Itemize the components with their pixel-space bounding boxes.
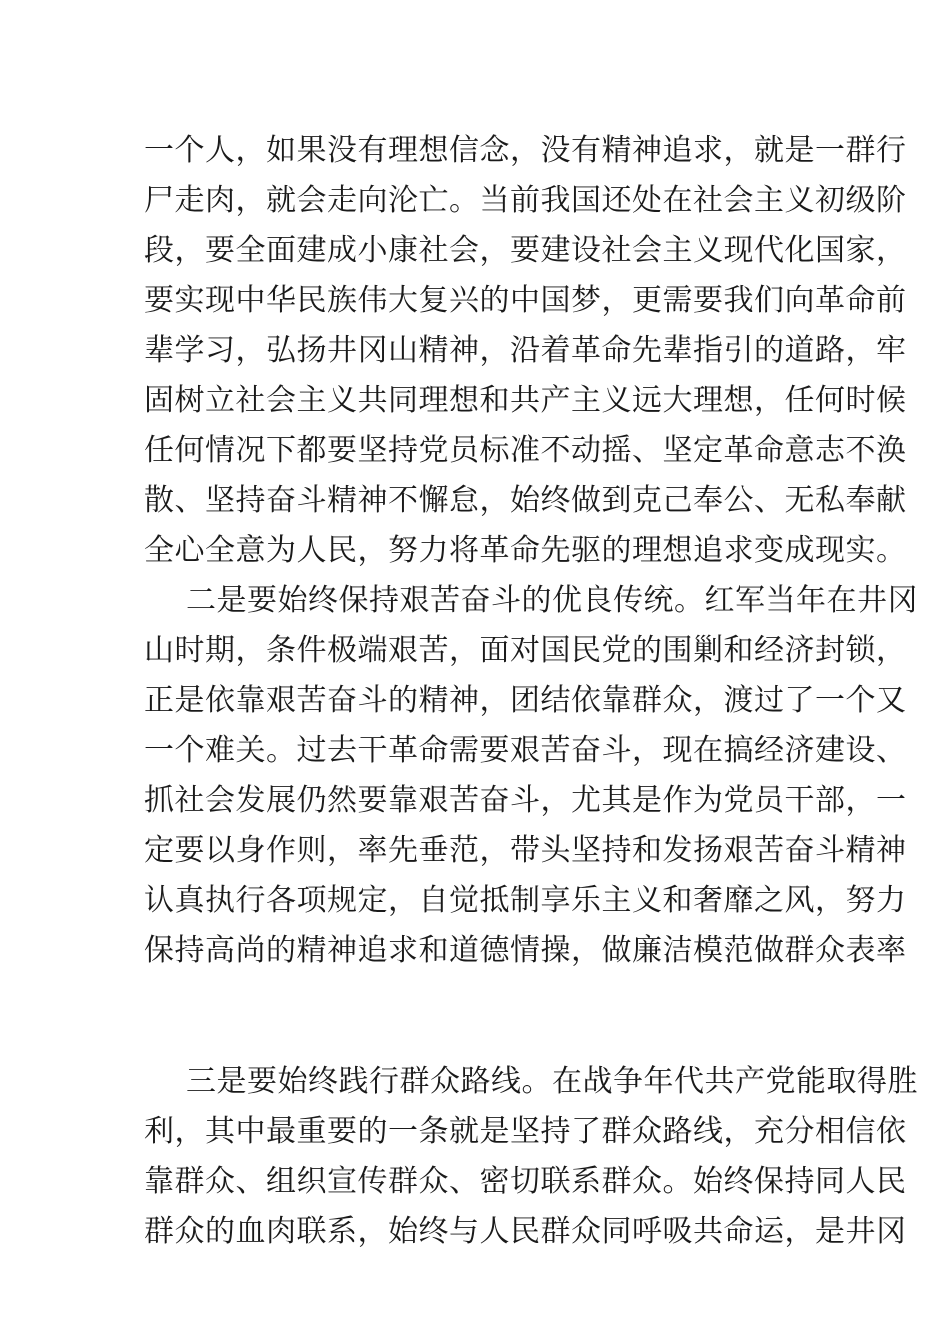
- text-line: 三是要始终践行群众路线。在战争年代共产党能取得胜: [186, 1064, 918, 1099]
- text-line: 保持高尚的精神追求和道德情操，做廉洁模范做群众表率: [144, 933, 907, 968]
- text-line: 散、坚持奋斗精神不懈怠，始终做到克己奉公、无私奉献: [144, 483, 907, 518]
- text-line: 抓社会发展仍然要靠艰苦奋斗，尤其是作为党员干部，一: [144, 783, 907, 818]
- text-line: 靠群众、组织宣传群众、密切联系群众。始终保持同人民: [144, 1164, 907, 1199]
- text-line: 定要以身作则，率先垂范，带头坚持和发扬艰苦奋斗精神: [144, 833, 907, 868]
- text-line: 固树立社会主义共同理想和共产主义远大理想，任何时候: [144, 383, 907, 418]
- text-line: 要实现中华民族伟大复兴的中国梦，更需要我们向革命前: [144, 283, 907, 318]
- text-line: 正是依靠艰苦奋斗的精神，团结依靠群众，渡过了一个又: [144, 683, 907, 718]
- text-line: 山时期，条件极端艰苦，面对国民党的围剿和经济封锁，: [144, 633, 907, 668]
- text-line: 一个人，如果没有理想信念，没有精神追求，就是一群行: [144, 133, 907, 168]
- text-line: 任何情况下都要坚持党员标准不动摇、坚定革命意志不涣: [144, 433, 907, 468]
- text-line: 一个难关。过去干革命需要艰苦奋斗，现在搞经济建设、: [144, 733, 907, 768]
- text-line: 群众的血肉联系，始终与人民群众同呼吸共命运，是井冈: [144, 1214, 907, 1249]
- text-line: 段，要全面建成小康社会，要建设社会主义现代化国家，: [144, 233, 907, 268]
- text-line: 认真执行各项规定，自觉抵制享乐主义和奢靡之风，努力: [144, 883, 907, 918]
- text-line: 尸走肉，就会走向沦亡。当前我国还处在社会主义初级阶: [144, 183, 907, 218]
- text-line: 利，其中最重要的一条就是坚持了群众路线，充分相信依: [144, 1114, 907, 1149]
- text-line: 全心全意为人民，努力将革命先驱的理想追求变成现实。: [144, 533, 907, 568]
- text-line: 辈学习，弘扬井冈山精神，沿着革命先辈指引的道路，牢: [144, 333, 907, 368]
- text-line: 二是要始终保持艰苦奋斗的优良传统。红军当年在井冈: [186, 583, 918, 618]
